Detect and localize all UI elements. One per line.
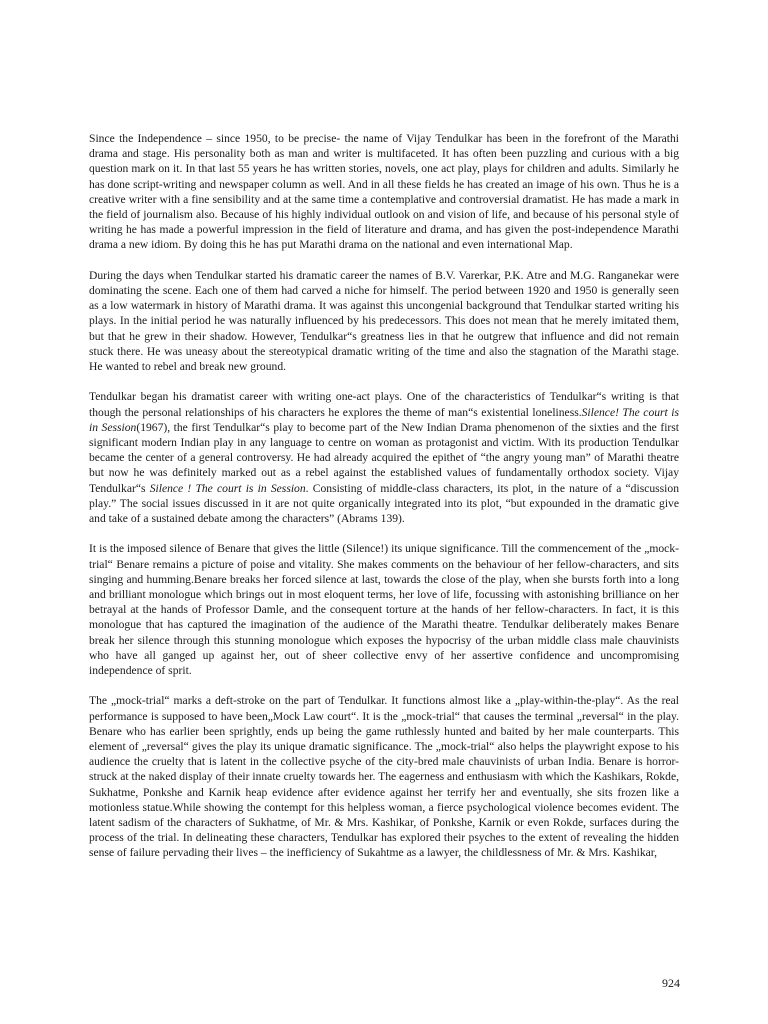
paragraph [89, 693, 679, 860]
italic-title: Silence ! The court is in Session [149, 481, 306, 495]
paragraph [89, 268, 679, 374]
document-body [89, 131, 679, 876]
paragraph-text: It is the imposed silence of Benare that gives the little (Silence!) its unique significance. Till the commencement of the „mock-trial“ Benare remains a picture of poise and vitality. She makes comments on the behaviour of her fellow-characters, and sits singing and humming.Benare breaks her forced silence at last, towards the close of the play, when she bursts forth into a long and brilliant monologue which brings out in most eloquent terms, her love of life, focussing with astonishing brilliance on her betrayal at the hands of Professor Damle, and the consequent torture at the hands of her fellow-characters. In fact, it is this monologue that has captured the imagination of the audience of the Marathi theatre. Tendulkar deliberately makes Benare break her silence through this stunning monologue which exposes the hypocrisy of the urban middle class male chauvinists who have all ganged up against her, out of sheer collective envy of her assertive confidence and uncompromising independence of sprit. [89, 542, 679, 678]
paragraph-text: Tendulkar began his dramatist career with writing one-act plays. One of the characteristics of Tendulkar“s writing is that though the personal relationships of his characters he explores the theme of man“s existential loneliness. [89, 390, 679, 419]
paragraph-text: . Consisting of middle-class characters, its plot, in the nature of a “discussion play.” The social issues discussed in it are not quite organically integrated into its plot, “but expounded in the dramatic give and take of a sustained debate among the characters” (Abrams 139). [89, 481, 679, 526]
paragraph [89, 541, 679, 678]
paragraph-text: (1967), the first Tendulkar“s play to become part of the New Indian Drama phenomenon of the sixties and the first significant modern Indian play in any language to centre on woman as protagonist and victim. With its production Tendulkar became the center of a general controversy. He had already acquired the epithet of “the angry young man” of Marathi theatre but now he was definitely marked out as a rebel against the established values of fundamentally orthodox society. Vijay Tendulkar“s [89, 420, 680, 495]
paragraph [89, 131, 679, 253]
paragraph-text: During the days when Tendulkar started his dramatic career the names of B.V. Varerkar, P.K. Atre and M.G. Ranganekar were dominating the scene. Each one of them had carved a niche for himself. The period between 1920 and 1950 is generally seen as a low watermark in history of Marathi drama. It was against this uncongenial background that Tendulkar started writing his plays. In the initial period he was naturally influenced by his predecessors. This does not mean that he merely imitated them, but that he grew in their shadow. However, Tendulkar“s greatness lies in that he outgrew that influence and did not remain stuck there. He was uneasy about the stereotypical dramatic writing of the time and also the stagnation of the Marathi stage. He wanted to rebel and break new ground. [89, 268, 679, 374]
italic-title: Silence! The court is in Session [89, 405, 679, 434]
paragraph-text: The „mock-trial“ marks a deft-stroke on the part of Tendulkar. It functions almost like a „play-within-the-play“. As the real performance is supposed to have been„Mock Law court“. It is the „mock-trial“ that causes the terminal „reversal“ in the play. Benare who has earlier been sprightly, ends up being the game ruthlessly hunted and baited by her male counterparts. This element of „reversal“ gives the play its unique dramatic significance. The „mock-trial“ also helps the playwright expose to his audience the cruelty that is latent in the collective psyche of the city-bred male chauvinists of urban India. Benare is horror-struck at the naked display of their innate cruelty towards her. The eagerness and enthusiasm with which the Kashikars, Rokde, Sukhatme, Ponkshe and Karnik heap evidence after evidence against her terrify her and eventually, she sits frozen like a motionless statue.While showing the contempt for this helpless woman, a fierce psychological violence becomes evident. The latent sadism of the characters of Sukhatme, of Mr. & Mrs. Kashikar, of Ponkshe, Karnik or even Rokde, surfaces during the process of the trial. In delineating these characters, Tendulkar has explored their psyches to the extent of revealing the hidden sense of failure pervading their lives – the inefficiency of Sukahtme as a lawyer, the childlessness of Mr. & Mrs. Kashikar, [89, 694, 679, 860]
page-number: 924 [662, 976, 680, 990]
paragraph-text: Since the Independence – since 1950, to be precise- the name of Vijay Tendulkar has been in the forefront of the Marathi drama and stage. His personality both as man and writer is multifaceted. It has often been puzzling and curious with a big question mark on it. In that last 55 years he has written stories, novels, one act play, plays for children and adults. Similarly he has done script-writing and newspaper column as well. And in all these fields he has created an image of his own. Thus he is a creative writer with a fine sensibility and at the same time a contemplative and controversial dramatist. He has made a mark in the field of journalism also. Because of his highly individual outlook on and vision of life, and because of his personal style of writing he has made a powerful impression in the field of literature and drama, and has given the post-independence Marathi drama a new idiom. By doing this he has put Marathi drama on the national and even international Map. [89, 132, 679, 252]
paragraph [89, 389, 679, 526]
